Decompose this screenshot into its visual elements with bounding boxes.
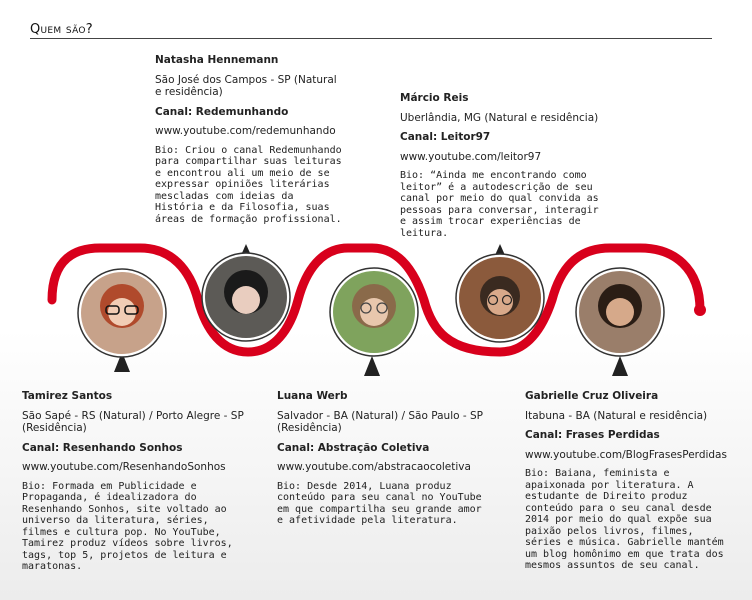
person-url[interactable]: www.youtube.com/leitor97 [400,150,542,163]
person-url[interactable]: www.youtube.com/abstracaocoletiva [277,461,471,473]
person-bio: Bio: Desde 2014, Luana produz conteúdo para seu canal no YouTube em que compartilha seu grande amor e afetividade pela literatura. [277,480,482,526]
photo-natasha [202,244,290,341]
person-url[interactable]: www.youtube.com/redemunhando [155,125,336,137]
person-url[interactable]: www.youtube.com/BlogFrasesPerdidas [525,448,727,461]
person-channel: Canal: Resenhando Sonhos [22,441,183,454]
person-name: Natasha Hennemann [155,54,279,66]
person-location: São Sapé - RS (Natural) / Porto Alegre - SP (Residência) [22,409,244,434]
person-name: Luana Werb [277,390,348,402]
person-bio: Bio: “Ainda me encontrando como leitor” é a autodescrição de seu canal por meio do qual convida as pessoas para conversar, interagir e assim trocar experiências de leitura. [400,170,599,239]
person-location: Salvador - BA (Natural) / São Paulo - SP (Residência) [277,409,484,434]
person-bio: Bio: Formada em Publicidade e Propaganda, é idealizadora do Resenhando Sonhos, site voltado ao universo da literatura, séries, filmes e cultura pop. No YouTube, Tamirez produz vídeos sobre livros, tags, top 5, projetos de leitura e maratonas. [22,480,233,572]
person-tamirez [22,390,244,580]
person-marcio [400,92,605,246]
person-bio: Bio: Criou o canal Redemunhando para compartilhar suas leituras e encontrou ali um meio de se expressar opiniões literárias mescladas com ideias da História e da Filosofia, suas áreas de formação profissional. [155,144,342,225]
person-name: Márcio Reis [400,92,469,104]
person-url[interactable]: www.youtube.com/ResenhandoSonhos [22,461,226,473]
person-channel: Canal: Frases Perdidas [525,429,660,441]
section-title: Quem são? [30,22,93,37]
photo-luana [330,268,418,376]
person-location: Uberlândia, MG (Natural e residência) [400,111,599,124]
person-gabrielle [525,390,725,579]
person-bio: Bio: Baiana, feminista e apaixonada por literatura. A estudante de Direito produz conteúdo para o seu canal desde 2014 por meio do qual expõe sua paixão pelos livros, filmes, séries e música. Gabrielle mantém um blog homônimo em que trata dos mesmos assuntos de seu canal. [525,468,724,571]
person-name: Gabrielle Cruz Oliveira [525,390,659,402]
person-channel: Canal: Leitor97 [400,131,491,143]
person-luana [277,390,487,534]
photo-gabrielle [576,268,664,376]
photo-tamirez [78,269,166,372]
person-channel: Canal: Abstração Coletiva [277,441,430,454]
person-name: Tamirez Santos [22,390,113,402]
person-location: Itabuna - BA (Natural e residência) [525,409,708,422]
person-natasha [155,54,345,232]
person-channel: Canal: Redemunhando [155,105,289,118]
timeline-end-dot [694,304,706,316]
photo-marcio [456,244,544,342]
person-location: São José dos Campos - SP (Natural e residência) [155,73,337,98]
